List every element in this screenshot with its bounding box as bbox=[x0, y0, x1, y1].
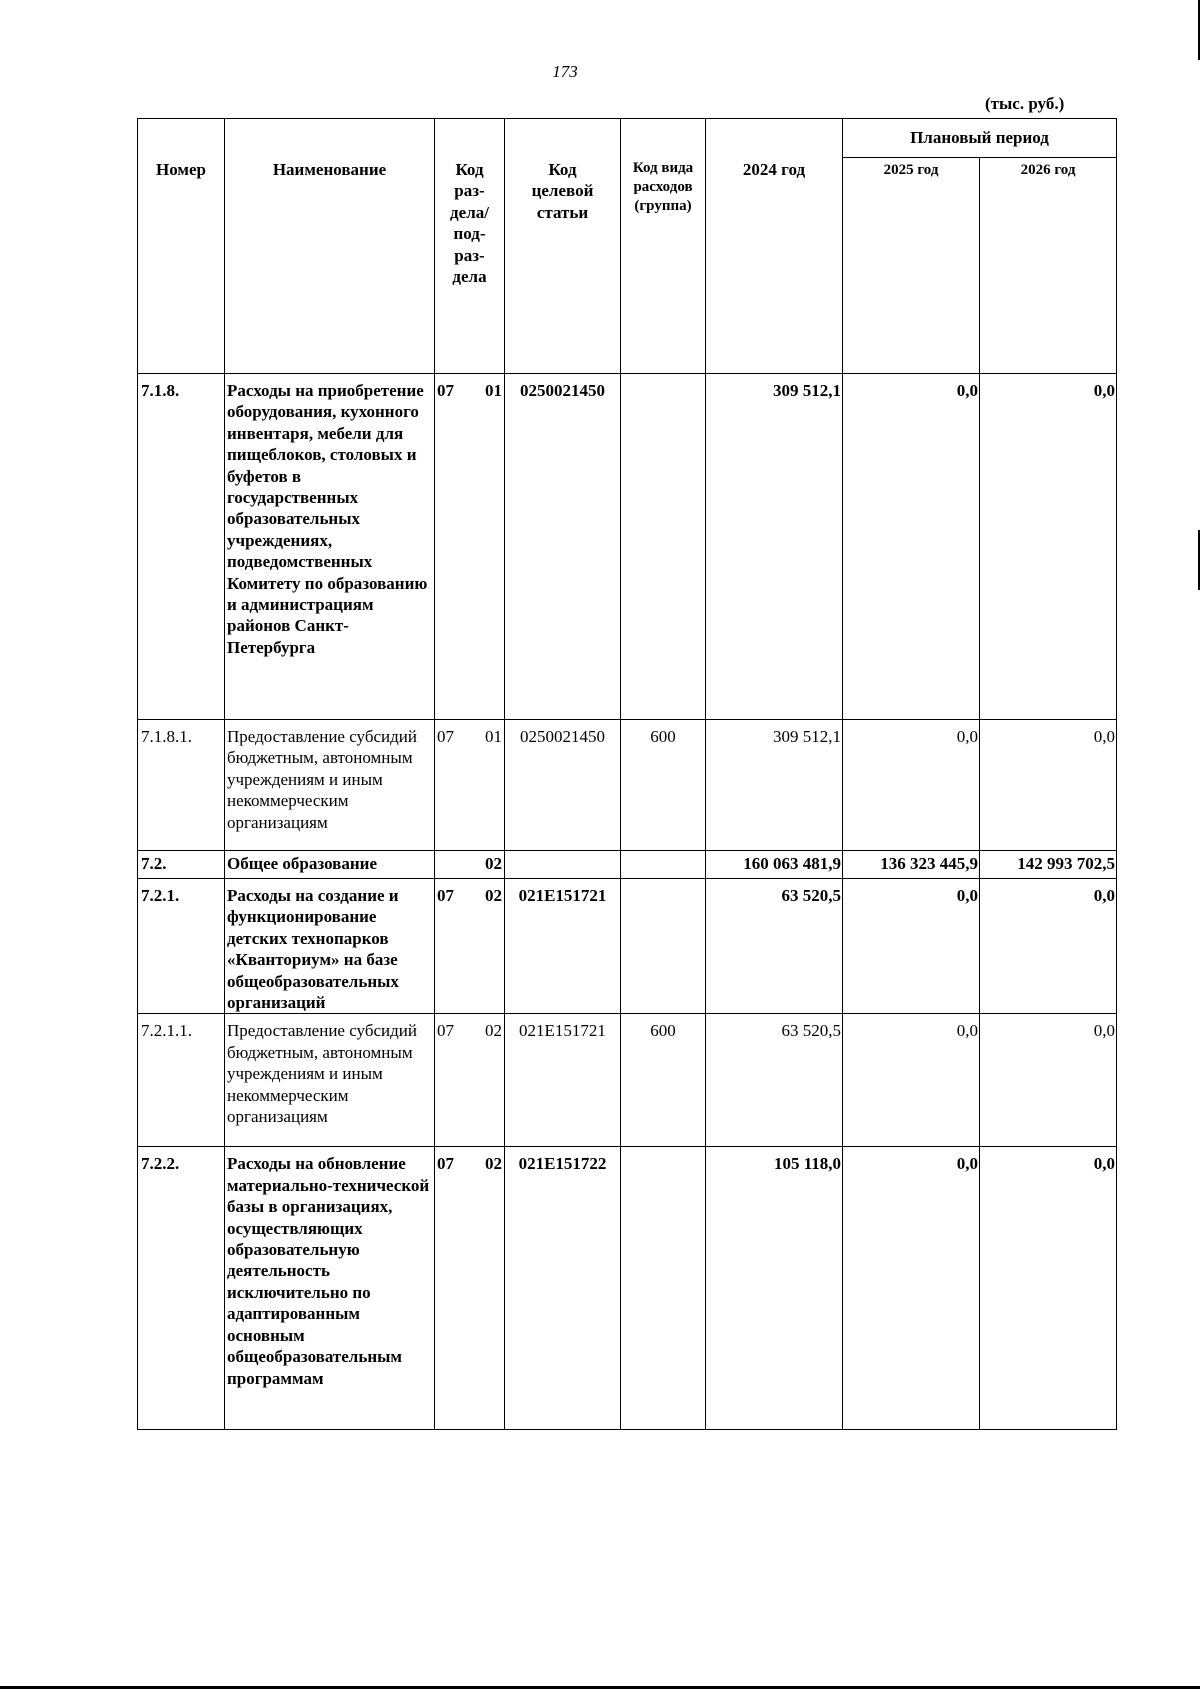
row-podrazdel: 02 bbox=[485, 1021, 502, 1041]
row-2025: 0,0 bbox=[843, 374, 980, 720]
row-razdel: 07 bbox=[437, 727, 454, 746]
header-kod-razdela-line: Код bbox=[455, 160, 484, 179]
row-2026: 0,0 bbox=[980, 1147, 1117, 1430]
row-2025: 136 323 445,9 bbox=[843, 851, 980, 879]
row-razdel-cell bbox=[435, 851, 505, 879]
row-vid bbox=[621, 879, 706, 1014]
row-podrazdel: 01 bbox=[485, 381, 502, 400]
row-2026: 0,0 bbox=[980, 879, 1117, 1014]
table-row bbox=[138, 879, 1117, 1014]
row-2025: 0,0 bbox=[843, 1014, 980, 1147]
row-name: Предоставление субсидий бюджетным, автономным учреждениям и иным некоммерческим организациям bbox=[225, 720, 435, 851]
row-vid bbox=[621, 374, 706, 720]
row-2025: 0,0 bbox=[843, 720, 980, 851]
units-label: (тыс. руб.) bbox=[985, 94, 1065, 113]
header-kod-celevoi-line: Код bbox=[548, 160, 577, 179]
row-2026: 0,0 bbox=[980, 720, 1117, 851]
row-razdel: 07 bbox=[437, 886, 454, 905]
row-nomer: 7.2.2. bbox=[138, 1147, 225, 1430]
row-podrazdel: 01 bbox=[485, 727, 502, 746]
table-row bbox=[138, 720, 1117, 851]
row-celevaya: 0250021450 bbox=[505, 374, 621, 720]
row-celevaya bbox=[505, 851, 621, 879]
row-2024: 63 520,5 bbox=[706, 1014, 843, 1147]
header-2024: 2024 год bbox=[706, 119, 843, 374]
row-nomer: 7.1.8.1. bbox=[138, 720, 225, 851]
row-name: Предоставление субсидий бюджетным, автономным учреждениям и иным некоммерческим организациям bbox=[225, 1014, 435, 1147]
row-razdel-cell bbox=[435, 1147, 505, 1430]
row-name: Общее образование bbox=[225, 851, 435, 879]
row-name: Расходы на создание и функционирование детских технопарков «Кванториум» на базе общеобразовательных организаций bbox=[225, 879, 435, 1014]
row-razdel-cell bbox=[435, 879, 505, 1014]
row-name: Расходы на приобретение оборудования, кухонного инвентаря, мебели для пищеблоков, столовых и буфетов в государственных образовательных учреждениях, подведомственных Комитету по образованию и администрациям районов Санкт-Петербурга bbox=[225, 374, 435, 720]
scan-bottom-edge bbox=[0, 1686, 1200, 1689]
row-name: Расходы на обновление материально-технической базы в организациях, осуществляющих образовательную деятельность исключительно по адаптированным основным общеобразовательным программам bbox=[225, 1147, 435, 1430]
table-row bbox=[138, 1147, 1117, 1430]
row-vid bbox=[621, 851, 706, 879]
header-2026: 2026 год bbox=[980, 158, 1117, 374]
header-kod-vida-line: расходов bbox=[633, 179, 693, 195]
row-razdel: 07 bbox=[437, 1021, 454, 1041]
header-kod-razdela-line: дела/ bbox=[450, 202, 489, 222]
header-kod-celevoi bbox=[505, 119, 621, 374]
header-2025: 2025 год bbox=[843, 158, 980, 374]
table-row bbox=[138, 1014, 1117, 1147]
row-nomer: 7.1.8. bbox=[138, 374, 225, 720]
row-2024: 105 118,0 bbox=[706, 1147, 843, 1430]
row-2025: 0,0 bbox=[843, 1147, 980, 1430]
row-nomer: 7.2.1. bbox=[138, 879, 225, 1014]
row-celevaya: 021E151721 bbox=[505, 1014, 621, 1147]
row-razdel: 07 bbox=[437, 381, 454, 400]
row-vid: 600 bbox=[621, 1014, 706, 1147]
header-kod-celevoi-line: целевой bbox=[531, 181, 594, 201]
row-2024: 160 063 481,9 bbox=[706, 851, 843, 879]
header-kod-razdela-line: раз- bbox=[454, 181, 485, 201]
header-naimenovanie: Наименование bbox=[225, 119, 435, 374]
row-2024: 309 512,1 bbox=[706, 720, 843, 851]
header-kod-celevoi-line: статьи bbox=[536, 202, 589, 222]
row-vid bbox=[621, 1147, 706, 1430]
row-nomer: 7.2. bbox=[138, 851, 225, 879]
table-row bbox=[138, 374, 1117, 720]
table-row bbox=[138, 851, 1117, 879]
header-kod-razdela-line: под- bbox=[453, 224, 486, 244]
row-podrazdel: 02 bbox=[485, 854, 502, 873]
row-razdel-cell bbox=[435, 720, 505, 851]
header-row bbox=[138, 119, 1117, 158]
row-razdel: 07 bbox=[437, 1154, 454, 1174]
row-nomer: 7.2.1.1. bbox=[138, 1014, 225, 1147]
header-kod-vida-line: (группа) bbox=[634, 198, 692, 214]
page-number: 173 bbox=[552, 62, 578, 81]
header-planovyi-period: Плановый период bbox=[843, 119, 1117, 158]
header-kod-razdela-line: дела bbox=[452, 267, 487, 287]
row-2026: 0,0 bbox=[980, 374, 1117, 720]
header-kod-vida-line: Код вида bbox=[632, 160, 694, 176]
header-kod-razdela bbox=[435, 119, 505, 374]
row-celevaya: 021E151722 bbox=[505, 1147, 621, 1430]
row-podrazdel: 02 bbox=[485, 886, 502, 905]
row-celevaya: 0250021450 bbox=[505, 720, 621, 851]
budget-table bbox=[137, 118, 1117, 1430]
header-nomer: Номер bbox=[138, 119, 225, 374]
row-razdel-cell bbox=[435, 374, 505, 720]
row-podrazdel: 02 bbox=[485, 1154, 502, 1174]
row-razdel-cell bbox=[435, 1014, 505, 1147]
row-2025: 0,0 bbox=[843, 879, 980, 1014]
row-vid: 600 bbox=[621, 720, 706, 851]
row-2024: 309 512,1 bbox=[706, 374, 843, 720]
row-2026: 0,0 bbox=[980, 1014, 1117, 1147]
header-kod-razdela-line: раз- bbox=[454, 245, 485, 265]
row-2026: 142 993 702,5 bbox=[980, 851, 1117, 879]
header-kod-vida bbox=[621, 119, 706, 374]
row-celevaya: 021E151721 bbox=[505, 879, 621, 1014]
row-2024: 63 520,5 bbox=[706, 879, 843, 1014]
